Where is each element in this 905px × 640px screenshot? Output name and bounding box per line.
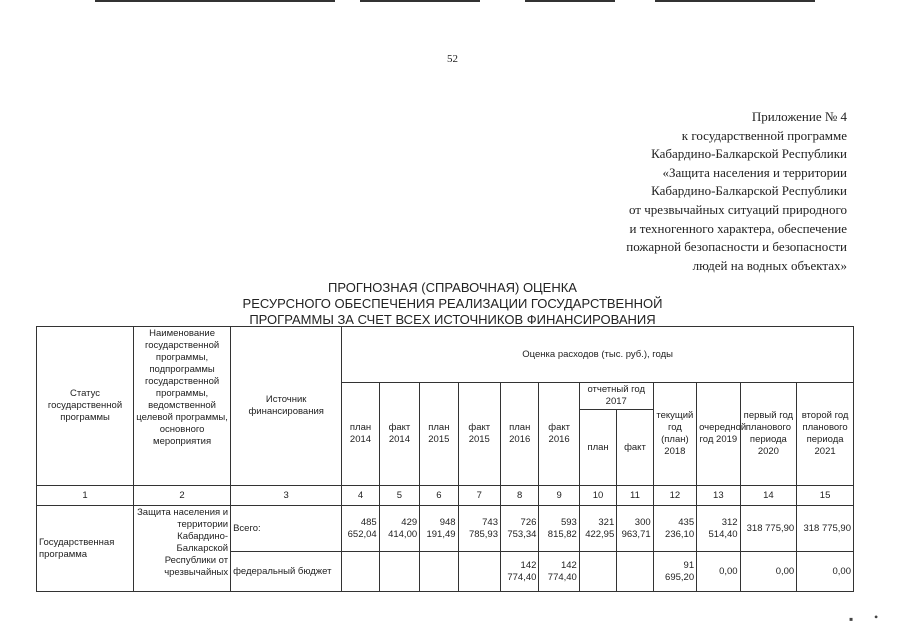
resource-table-body	[36, 326, 854, 592]
total-cell: 485 652,04	[342, 506, 379, 552]
header-plan-2016: план 2016	[501, 383, 539, 486]
column-number: 5	[379, 486, 419, 506]
federal-cell	[617, 552, 653, 592]
header-status: Статус государственной программы	[37, 327, 134, 486]
source-total: Всего:	[231, 506, 342, 552]
federal-cell: 0,00	[697, 552, 740, 592]
page-number: 52	[447, 53, 458, 65]
total-cell: 318 775,90	[740, 506, 797, 552]
federal-cell	[458, 552, 500, 592]
source-federal: федеральный бюджет	[231, 552, 342, 592]
header-next-2019: очередной год 2019	[697, 383, 740, 486]
top-rule	[655, 0, 815, 2]
federal-cell: 0,00	[797, 552, 854, 592]
federal-cell: 142 774,40	[501, 552, 539, 592]
total-cell: 948 191,49	[420, 506, 458, 552]
column-number: 9	[539, 486, 579, 506]
header-plan-2017: план	[579, 410, 616, 486]
column-number: 15	[797, 486, 854, 506]
appendix-line: людей на водных объектах»	[692, 257, 847, 273]
federal-cell	[379, 552, 419, 592]
column-number: 4	[342, 486, 379, 506]
total-cell: 321 422,95	[579, 506, 616, 552]
scan-mark: ▪	[849, 612, 854, 626]
appendix-line: от чрезвычайных ситуаций природного	[628, 201, 847, 217]
column-number: 1	[37, 486, 134, 506]
total-cell: 726 753,34	[501, 506, 539, 552]
federal-cell: 142 774,40	[539, 552, 579, 592]
column-number: 12	[653, 486, 696, 506]
appendix-line: и техногенного характера, обеспечение	[629, 220, 847, 236]
total-cell: 300 963,71	[617, 506, 653, 552]
header-report-2017: отчетный год 2017	[579, 383, 653, 410]
appendix-line: «Защита населения и территории	[662, 164, 847, 180]
header-fact-2015: факт 2015	[458, 383, 500, 486]
top-rule	[360, 0, 480, 2]
title-line: ПРОГНОЗНАЯ (СПРАВОЧНАЯ) ОЦЕНКА	[328, 280, 577, 295]
column-number: 14	[740, 486, 797, 506]
federal-cell	[579, 552, 616, 592]
header-first-2020: первый год планового периода 2020	[740, 383, 797, 486]
column-number: 6	[420, 486, 458, 506]
total-cell: 743 785,93	[458, 506, 500, 552]
total-cell: 318 775,90	[797, 506, 854, 552]
header-plan-2015: план 2015	[420, 383, 458, 486]
federal-cell	[420, 552, 458, 592]
header-fact-2014: факт 2014	[379, 383, 419, 486]
appendix-line: Кабардино-Балкарской Республики	[651, 146, 847, 162]
appendix-line: пожарной безопасности и безопасности	[626, 239, 847, 255]
header-fact-2016: факт 2016	[539, 383, 579, 486]
document-title	[0, 280, 905, 328]
total-cell: 312 514,40	[697, 506, 740, 552]
total-cell: 593 815,82	[539, 506, 579, 552]
total-cell: 435 236,10	[653, 506, 696, 552]
top-rule	[95, 0, 335, 2]
header-plan-2014: план 2014	[342, 383, 379, 486]
header-source: Источник финансирования	[231, 327, 342, 486]
appendix-line: Кабардино-Балкарской Республики	[651, 183, 847, 199]
column-number: 7	[458, 486, 500, 506]
scan-mark: •	[874, 610, 879, 624]
column-number: 10	[579, 486, 616, 506]
appendix-line: Приложение № 4	[751, 109, 847, 124]
federal-cell: 0,00	[740, 552, 797, 592]
total-cell: 429 414,00	[379, 506, 419, 552]
header-estimate: Оценка расходов (тыс. руб.), годы	[342, 327, 854, 383]
column-number: 13	[697, 486, 740, 506]
title-line: ПРОГРАММЫ ЗА СЧЕТ ВСЕХ ИСТОЧНИКОВ ФИНАНСИРОВАНИЯ	[249, 312, 656, 327]
column-number: 11	[617, 486, 653, 506]
federal-cell: 91 695,20	[653, 552, 696, 592]
column-number: 8	[501, 486, 539, 506]
appendix-line: к государственной программе	[681, 127, 847, 143]
federal-cell	[342, 552, 379, 592]
row-name: Защита населения и территории Кабардино-Балкарской Республики от чрезвычайных	[134, 506, 231, 592]
title-line: РЕСУРСНОГО ОБЕСПЕЧЕНИЯ РЕАЛИЗАЦИИ ГОСУДАРСТВЕННОЙ	[242, 296, 663, 311]
column-number: 3	[231, 486, 342, 506]
header-current-2018: текущий год (план) 2018	[653, 383, 696, 486]
header-second-2021: второй год планового периода 2021	[797, 383, 854, 486]
top-rule	[525, 0, 615, 2]
header-fact-2017: факт	[617, 410, 653, 486]
row-status: Государственная программа	[37, 506, 134, 592]
appendix-note	[517, 108, 847, 275]
column-number: 2	[134, 486, 231, 506]
header-name: Наименование государственной программы, подпрограммы государственной программы, ведомственной целевой программы, основного мероприятия	[134, 327, 231, 486]
